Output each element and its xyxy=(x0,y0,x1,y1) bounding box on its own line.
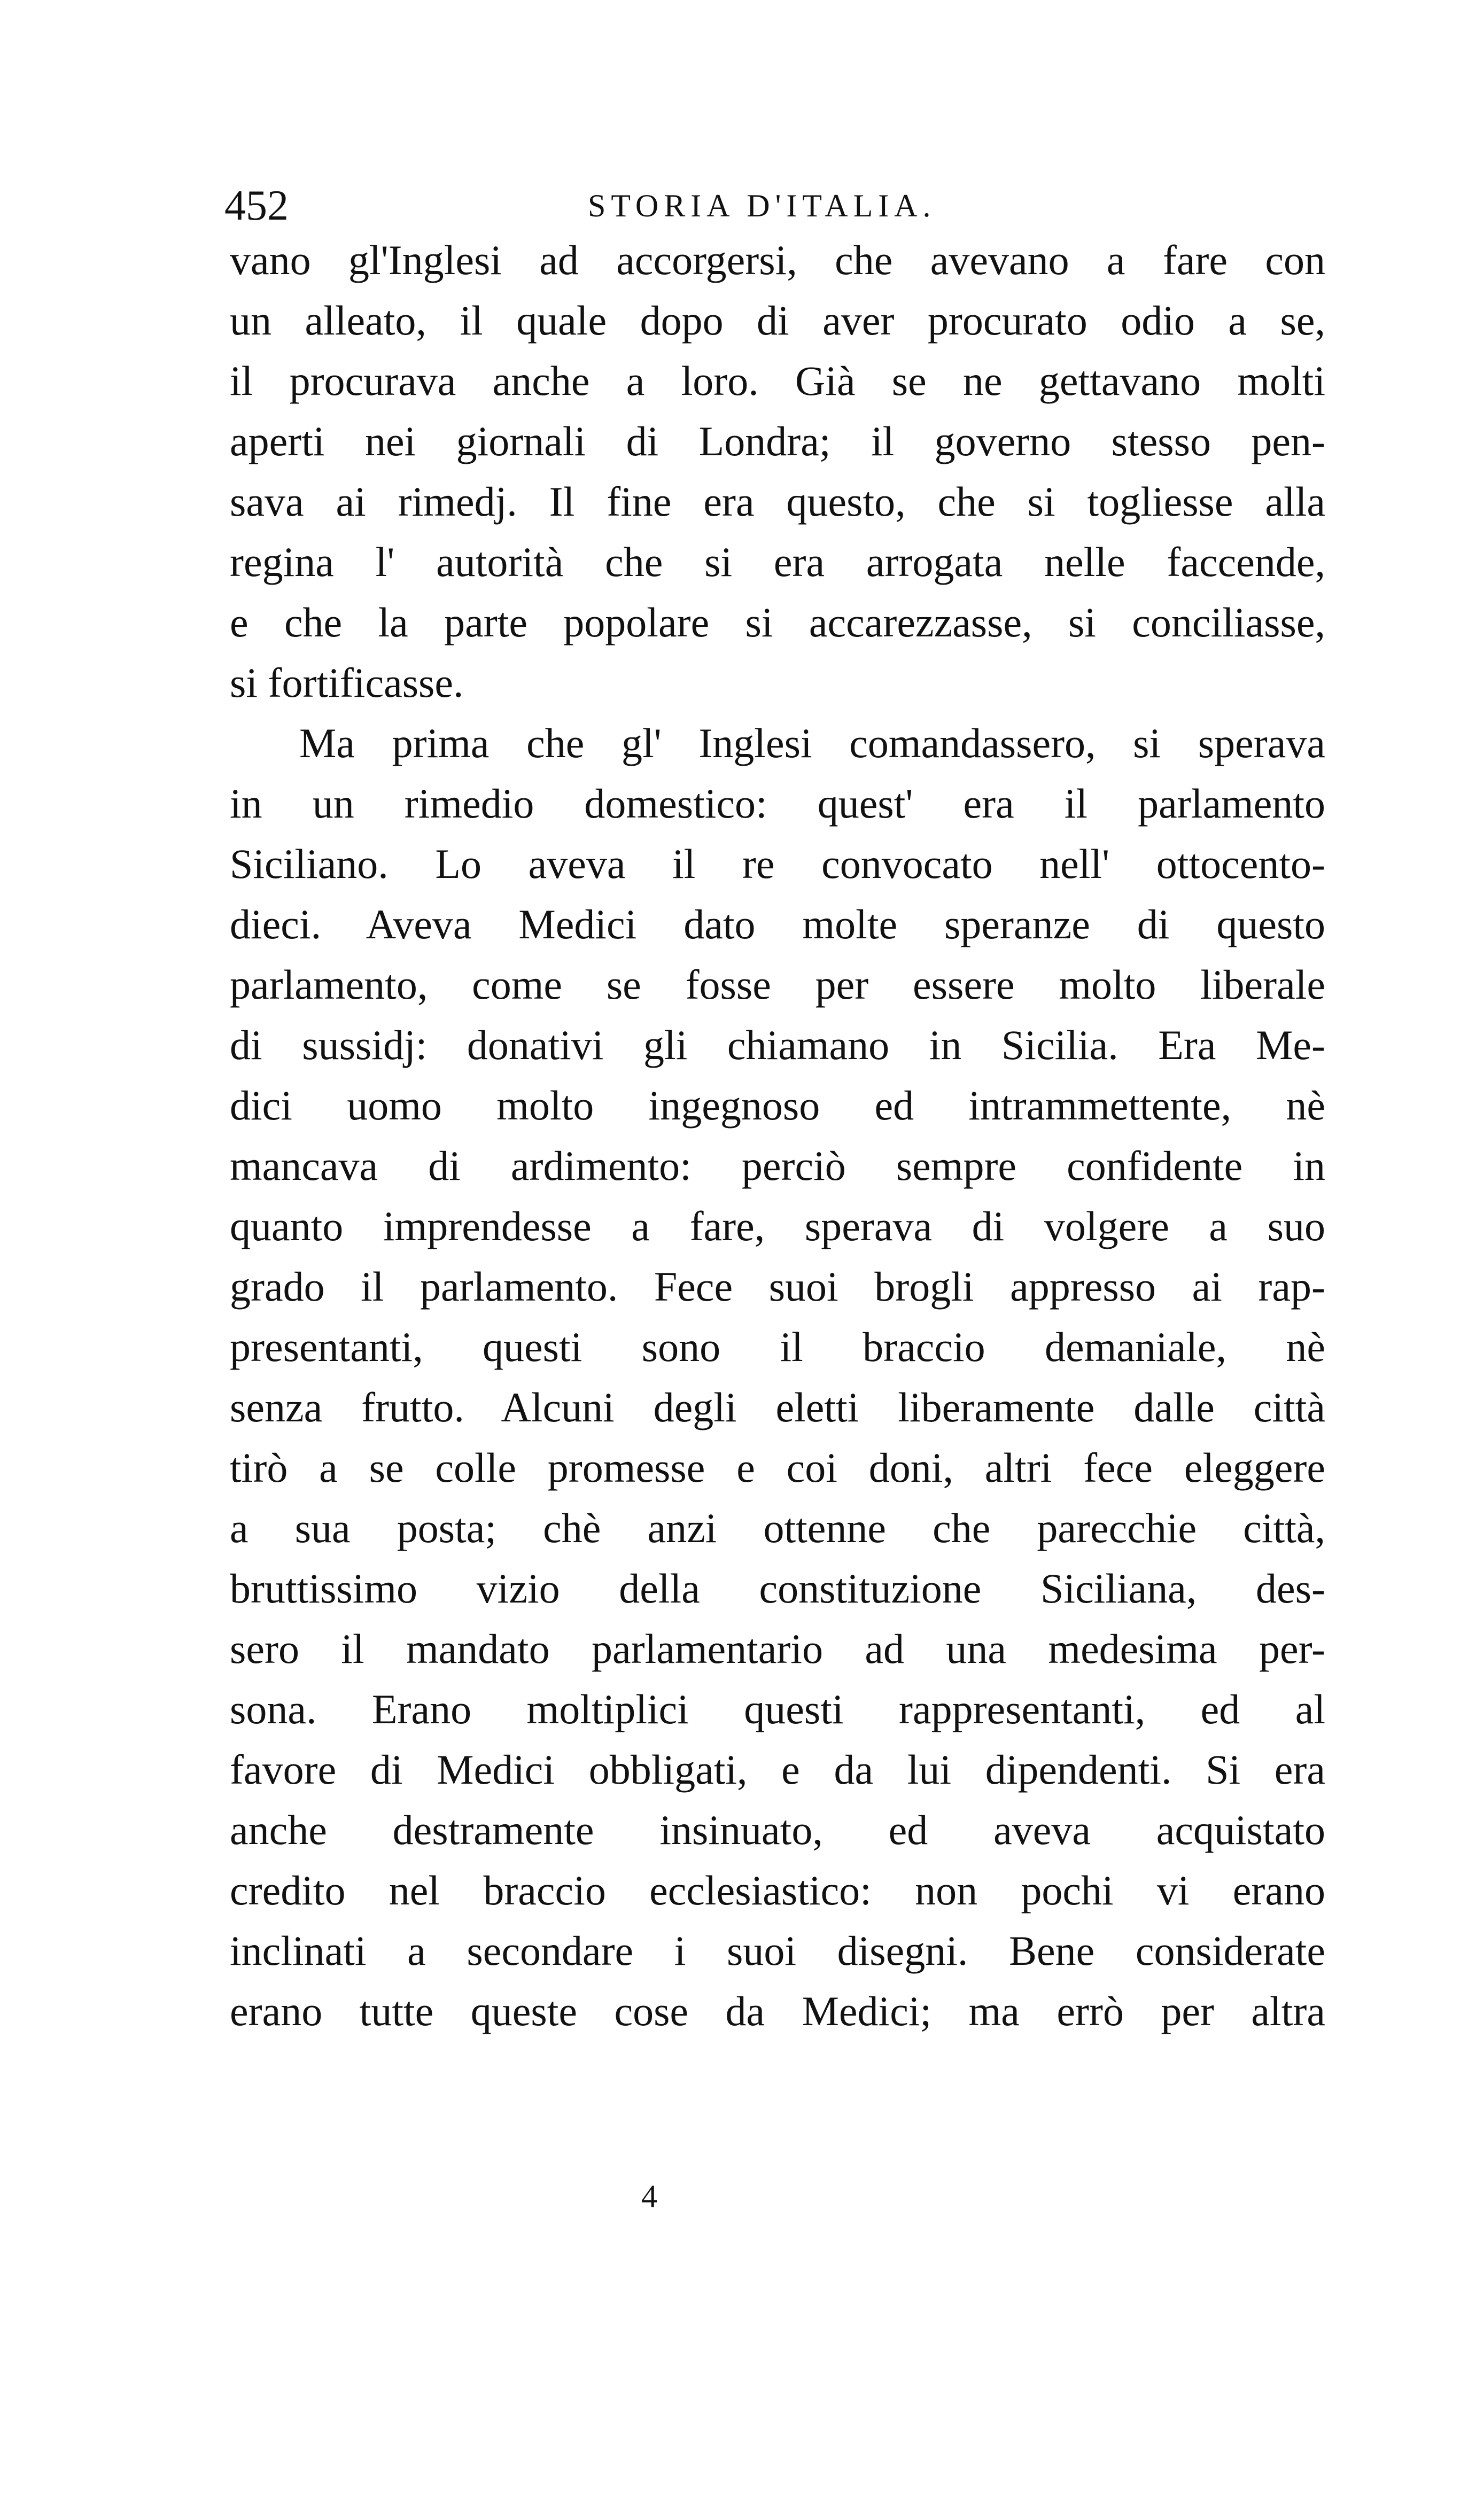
text-line: mancava di ardimento: perciò sempre confidente in xyxy=(230,1142,1325,1189)
running-head: STORIA D'ITALIA. xyxy=(588,188,936,223)
text-line: bruttissimo vizio della constituzione Siciliana, des- xyxy=(230,1565,1325,1612)
text-line: anche destramente insinuato, ed aveva acquistato xyxy=(230,1807,1325,1853)
signature-mark: 4 xyxy=(641,2179,657,2214)
text-line: grado il parlamento. Fece suoi brogli appresso ai rap- xyxy=(230,1263,1325,1310)
page-header xyxy=(224,176,1325,235)
text-line: regina l' autorità che si era arrogata nelle faccende, xyxy=(230,539,1325,585)
text-line: a sua posta; chè anzi ottenne che parecchie città, xyxy=(230,1505,1325,1551)
text-line: in un rimedio domestico: quest' era il parlamento xyxy=(230,780,1325,827)
text-line: di sussidj: donativi gli chiamano in Sicilia. Era Me- xyxy=(230,1022,1325,1068)
text-line: erano tutte queste cose da Medici; ma errò per altra xyxy=(230,1988,1325,2034)
text-line: presentanti, questi sono il braccio demaniale, nè xyxy=(230,1324,1325,1370)
text-line: parlamento, come se fosse per essere molto liberale xyxy=(230,961,1325,1008)
text-line: tirò a se colle promesse e coi doni, altri fece eleggere xyxy=(230,1444,1325,1491)
text-line: credito nel braccio ecclesiastico: non pochi vi erano xyxy=(230,1867,1325,1914)
page-number: 452 xyxy=(224,182,289,229)
text-line: Ma prima che gl' Inglesi comandassero, si sperava xyxy=(299,720,1325,766)
text-line: inclinati a secondare i suoi disegni. Bene considerate xyxy=(230,1927,1325,1974)
text-line: e che la parte popolare si accarezzasse, si conciliasse, xyxy=(230,599,1325,645)
text-line: aperti nei giornali di Londra; il governo stesso pen- xyxy=(230,418,1325,464)
text-line: si fortificasse. xyxy=(230,659,464,706)
text-line: quanto imprendesse a fare, sperava di volgere a suo xyxy=(230,1203,1325,1249)
body-text xyxy=(230,230,1325,2041)
text-line: un alleato, il quale dopo di aver procurato odio a se, xyxy=(230,297,1325,344)
text-line: favore di Medici obbligati, e da lui dipendenti. Si era xyxy=(230,1746,1325,1793)
text-line: Siciliano. Lo aveva il re convocato nell' ottocento- xyxy=(230,841,1325,887)
text-line: il procurava anche a loro. Già se ne gettavano molti xyxy=(230,357,1325,404)
text-line: sero il mandato parlamentario ad una medesima per- xyxy=(230,1625,1325,1672)
text-line: vano gl'Inglesi ad accorgersi, che avevano a fare con xyxy=(230,237,1325,283)
text-line: sava ai rimedj. Il fine era questo, che si togliesse alla xyxy=(230,478,1325,525)
text-line: dici uomo molto ingegnoso ed intrammettente, nè xyxy=(230,1082,1325,1129)
text-line: dieci. Aveva Medici dato molte speranze di questo xyxy=(230,901,1325,947)
text-line: senza frutto. Alcuni degli eletti liberamente dalle città xyxy=(230,1384,1325,1430)
text-line: sona. Erano moltiplici questi rappresentanti, ed al xyxy=(230,1686,1325,1732)
